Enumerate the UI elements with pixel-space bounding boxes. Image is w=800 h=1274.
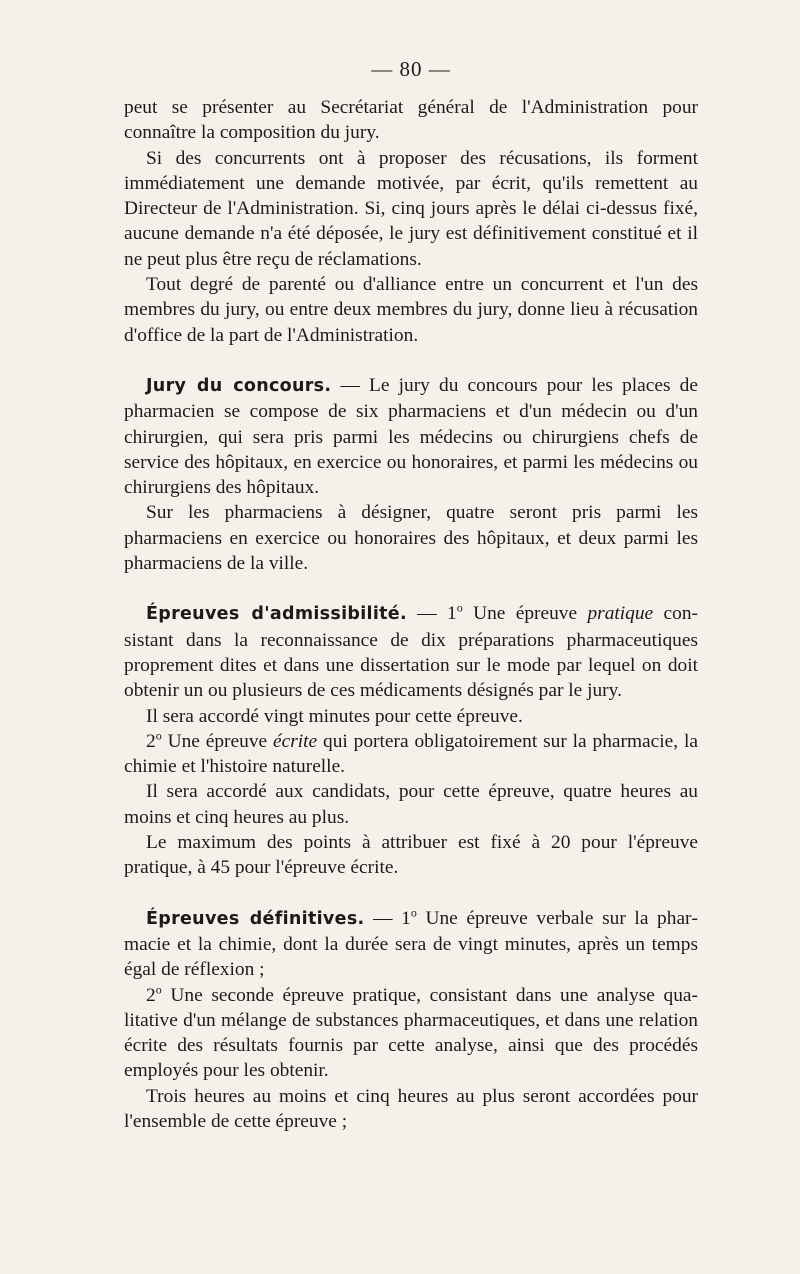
paragraph-text: Une épreuve verbale sur la pharmacie et la chimie, dont la durée sera de vingt minutes, après un temps égal de réflexion ; (124, 907, 698, 981)
paragraph (124, 983, 698, 1084)
paragraph: Trois heures au moins et cinq heures au plus seront accordées pour l'ensemble de cette épreuve ; (124, 1085, 698, 1132)
section-spacer (124, 881, 698, 906)
final-tests-section (124, 906, 698, 1135)
jury-section (124, 373, 698, 576)
document-page (124, 55, 698, 1134)
ordinal-suffix: o (155, 982, 162, 997)
paragraph-text: Une seconde épreuve pratique, consistant dans une analyse qualitative d'un mélange de substances pharmaceutiques, et dans une relation écrite des résultats fournis par cette analyse, ainsi que des procédés employés pour les obtenir. (124, 984, 698, 1082)
paragraph-text: Une épreuve (473, 603, 578, 625)
emphasis-text: écrite (273, 730, 318, 752)
ordinal-suffix: o (456, 600, 463, 615)
paragraph-text: consistant dans la reconnaissance de dix préparations pharmaceutiques proprement dites et dans une dissertation sur le mode par lequel on doit obtenir un ou plusieurs de ces médicaments désignés par le jury. (124, 603, 698, 702)
admissibility-section (124, 601, 698, 880)
paragraph: Épreuves définitives. — 1$^o$ Une épreuve verbale sur la pharmacie et la chimie, dont la durée sera de vingt minutes, après un temps égal de réflexion ; (124, 905, 698, 981)
ordinal-number: 2 (146, 984, 156, 1006)
paragraph (124, 729, 698, 780)
paragraph: Le maximum des points à attribuer est fixé à 20 pour l'épreuve pratique, à 45 pour l'épreuve écrite. (124, 832, 698, 879)
paragraph: Il sera accordé vingt minutes pour cette épreuve. (146, 705, 523, 727)
paragraph-text: qui portera obligatoirement sur la pharmacie, la chimie et l'histoire naturelle. (124, 730, 698, 778)
paragraph: Jury du concours. — Le jury du concours pour les places de pharmacien se compose de six pharmaciens et d'un médecin ou d'un chirurgien, qui sera pris parmi les médecins ou chirurgiens chefs de service des hôpitaux, en exercice ou honoraires, et parmi les médecins ou chirurgiens des hôpitaux. (124, 374, 698, 499)
ordinal-number: 1 (447, 603, 457, 625)
ordinal-suffix: o (410, 905, 417, 920)
paragraph: peut se présenter au Secrétariat général de l'Administration pour connaître la composition du jury. (124, 97, 698, 144)
page-number: — 80 — (371, 57, 451, 81)
paragraph: Tout degré de parenté ou d'alliance entre un concurrent et l'un des membres du jury, ou entre deux membres du jury, donne lieu à récusation d'office de la part de l'Administration. (124, 274, 698, 346)
intro-section (124, 95, 698, 348)
emphasis-text: pratique (587, 603, 654, 625)
ordinal-suffix: o (155, 728, 162, 743)
paragraph: Il sera accordé aux candidats, pour cette épreuve, quatre heures au moins et cinq heures au plus. (124, 781, 698, 828)
ordinal-number: 2 (146, 730, 156, 752)
paragraph-text: Une épreuve (167, 730, 268, 752)
section-heading: Jury du concours. (146, 375, 332, 396)
section-heading: Épreuves définitives. (146, 908, 365, 929)
paragraph: Si des concurrents ont à proposer des récusations, ils forment immédiatement une demande motivée, par écrit, qu'ils remettent au Directeur de l'Administration. Si, cinq jours après le délai ci-dessus fixé, aucune demande n'a été déposée, le jury est définitivement constitué et il ne peut plus être reçu de réclamations. (124, 147, 698, 270)
section-spacer (124, 576, 698, 601)
ordinal-number: 1 (401, 907, 411, 929)
paragraph: Épreuves d'admissibilité. — 1$^o$ Une épreuve pratique consistant dans la reconnaissance de dix préparations pharmaceutiques proprement dites et dans une dissertation sur le mode par lequel on doit obtenir un ou plusieurs de ces médicaments désignés par le jury. (124, 600, 698, 702)
section-spacer (124, 348, 698, 373)
section-heading: Épreuves d'admissibilité. (146, 604, 407, 625)
paragraph-text: Le jury du concours pour les places de pharmacien se compose de six pharmaciens et d'un médecin ou d'un chirurgien, qui sera pris parmi les médecins ou chirurgiens chefs de service des hôpitaux, en exercice ou honoraires, et parmi les médecins ou chirurgiens des hôpitaux. (124, 374, 698, 499)
paragraph: Sur les pharmaciens à désigner, quatre seront pris parmi les pharmaciens en exercice ou honoraires des hôpitaux, et deux parmi les pharmaciens de la ville. (124, 502, 698, 575)
